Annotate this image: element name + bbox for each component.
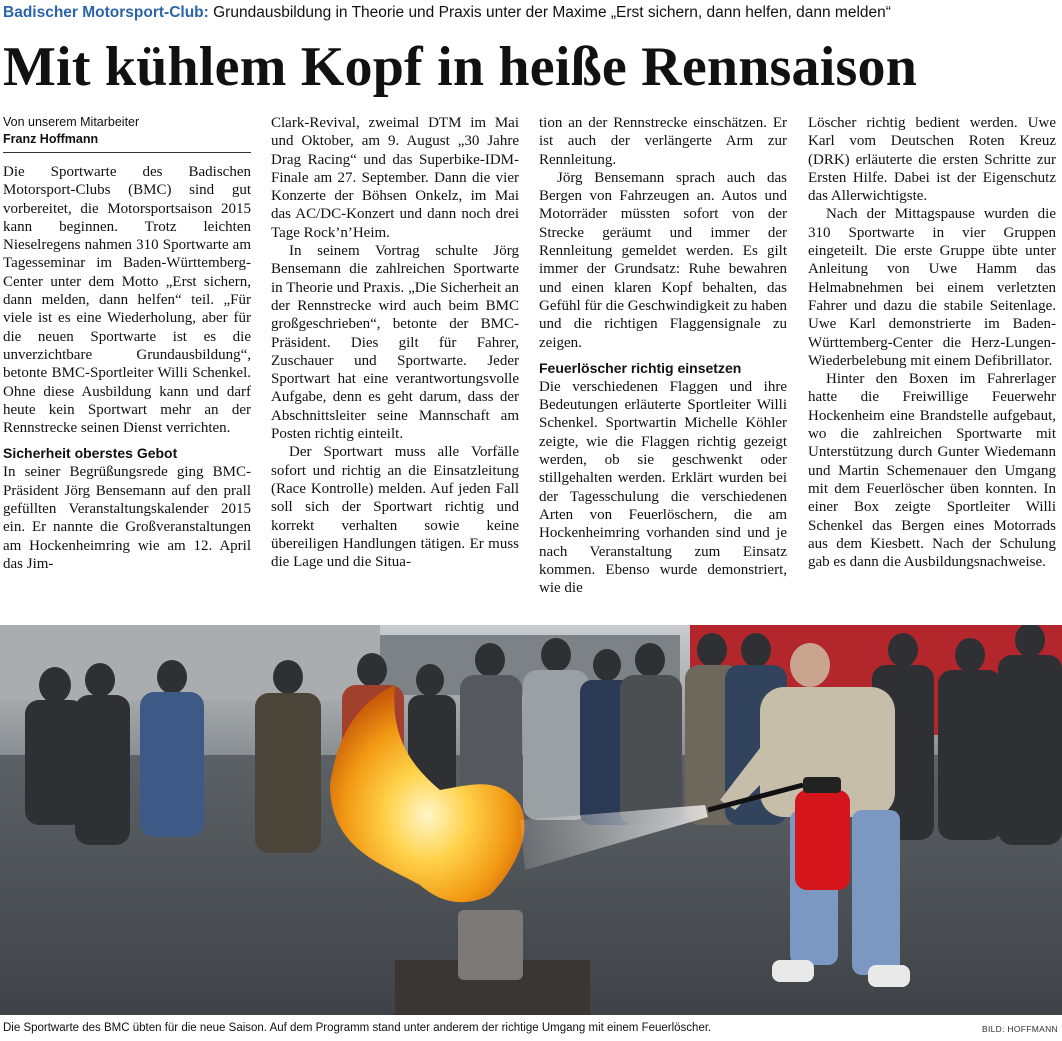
article-column-1 [3, 114, 251, 604]
paragraph: Clark-Revival, zweimal DTM im Mai und Oktober, am 9. August „30 Jahre Drag Racing“ und das Superbike-IDM-Finale am 27. September. Dann die vier Konzerte der Böhsen Onkelz, im Mai das AC/DC-Konzert und dann noch drei Tage Rock’n’Heim. [271, 115, 519, 241]
article-column-4 [808, 114, 1056, 604]
paragraph: Hinter den Boxen im Fahrerlager hatte die Freiwillige Feuerwehr Hockenheim eine Brandstelle aufgebaut, wo die zahlreichen Sportwarte mit Unterstützung durch Gunter Wiedemann und Martin Schemenauer den Umgang mit dem Feuerlöscher üben konnten. In einer Box zeigte Sportleiter Willi Schenkel das Bergen eines Motorrads aus dem Kiesbett. Nach der Schulung gab es dann die Ausbildungsnachweise. [808, 371, 1056, 571]
kicker-line [3, 3, 1059, 23]
subheading: Feuerlöscher richtig einsetzen [539, 359, 742, 376]
subheading: Sicherheit oberstes Gebot [3, 445, 178, 462]
paragraph: Löscher richtig bedient werden. Uwe Karl vom Deutschen Roten Kreuz (DRK) erläuterte die ersten Schritte zur Ersten Hilfe. Dabei ist der Eigenschutz das Allerwichtigste. [808, 115, 1056, 205]
paragraph: Die Sportwarte des Badischen Motorsport-Clubs (BMC) sind gut vorbereitet, die Motorsportsaison 2015 kann beginnen. Trotz leichten Nieselregens nahmen 310 Sportwarte am Tagesseminar im Baden-Württemberg-Center unter dem Motto „Erst sichern, dann melden, dann helfen“ teil. „Für viele ist es eine Wiederholung, aber für die neuen Sportwarte ist es die unverzichtbare Grundausbildung“, betonte BMC-Sportleiter Willi Schenkel. Ohne diese Ausbildung kann und darf heute kein Sportwart mehr an der Rennstrecke seinen Dienst verrichten. [3, 164, 251, 437]
fire-extinguisher-training-illustration [0, 625, 1062, 1015]
paragraph: Der Sportwart muss alle Vorfälle sofort und richtig an die Einsatzleitung (Race Kontrolle) melden. Auf jeden Fall soll sich der Sportwart richtig und korrekt verhalten sowie keine übereiligen Handlungen tätigen. Er muss die Lage und die Situa- [271, 444, 519, 571]
byline-label: Von unserem Mitarbeiter [3, 115, 140, 129]
article-photo [0, 625, 1062, 1015]
byline-divider [3, 152, 251, 153]
photo-caption: Die Sportwarte des BMC übten für die neue Saison. Auf dem Programm stand unter anderem der richtige Umgang mit einem Feuerlöscher. [3, 1022, 712, 1034]
fire-bucket [458, 910, 523, 980]
fire-extinguisher-icon [795, 790, 850, 890]
paragraph: In seinem Vortrag schulte Jörg Bensemann die zahlreichen Sportwarte in Theorie und Praxis. „Die Sicherheit an der Rennstrecke wird auch beim BMC großgeschrieben“, betonte der BMC-Präsident. Dies gilt für Fahrer, Zuschauer und Sportwarte. Jeder Sportwart hat eine verantwortungsvolle Aufgabe, denn es geht darum, dass der Abschnittsleiter seine Mannschaft am Posten richtig einteilt. [271, 243, 519, 443]
extinguisher-valve [803, 777, 841, 793]
paragraph: Die verschiedenen Flaggen und ihre Bedeutungen erläuterte Sportleiter Willi Schenkel. Sportwartin Michelle Köhler zeigte, wie die Flaggen richtig gezeigt werden, ob sie geschwenkt oder stillgehalten werden. Erklärt wurden bei der Tagesschulung die verschiedenen Arten von Feuerlöschern, die am Hockenheimring vorhanden sind und je nach Veranstaltung zum Einsatz kommen. Ebenso wurde demonstriert, wie die [539, 378, 787, 597]
photo-credit: BILD: HOFFMANN [982, 1024, 1058, 1034]
headline: Mit kühlem Kopf in heiße Rennsaison [3, 36, 918, 98]
paragraph: Jörg Bensemann sprach auch das Bergen von Fahrzeugen an. Autos und Motorräder müssten sofort von der Strecke geräumt und immer der Rennleitung gemeldet werden. Es gilt immer der Grundsatz: Ruhe bewahren und einen klaren Kopf behalten, das Gefühl für die Geschwindigkeit zu haben und die richtigen Flaggensignale zu zeigen. [539, 169, 787, 351]
paragraph: tion an der Rennstrecke einschätzen. Er ist auch der verlängerte Arm zur Rennleitung. [539, 115, 787, 168]
article-column-3 [539, 114, 787, 604]
byline-author: Franz Hoffmann [3, 132, 99, 146]
article-column-2 [271, 114, 519, 604]
paragraph: In seiner Begrüßungsrede ging BMC-Präsident Jörg Bensemann auf den prall gefüllten Veranstaltungskalender 2015 ein. Er nannte die Großveranstaltungen am Hockenheimring wie am 12. April das Jim- [3, 464, 251, 572]
kicker-organization: Badischer Motorsport-Club: [3, 4, 209, 21]
paragraph: Nach der Mittagspause wurden die 310 Sportwarte in vier Gruppen eingeteilt. Die erste Gruppe übte unter Anleitung von Uwe Hamm das Helmabnehmen bei einem verletzten Fahrer und dazu die stabile Seitenlage. Uwe Karl demonstrierte im Baden-Württemberg-Center die Herz-Lungen-Wiederbelebung mit einem Defibrillator. [808, 206, 1056, 369]
kicker-text: Grundausbildung in Theorie und Praxis unter der Maxime „Erst sichern, dann helfen, dann melden“ [213, 4, 891, 21]
